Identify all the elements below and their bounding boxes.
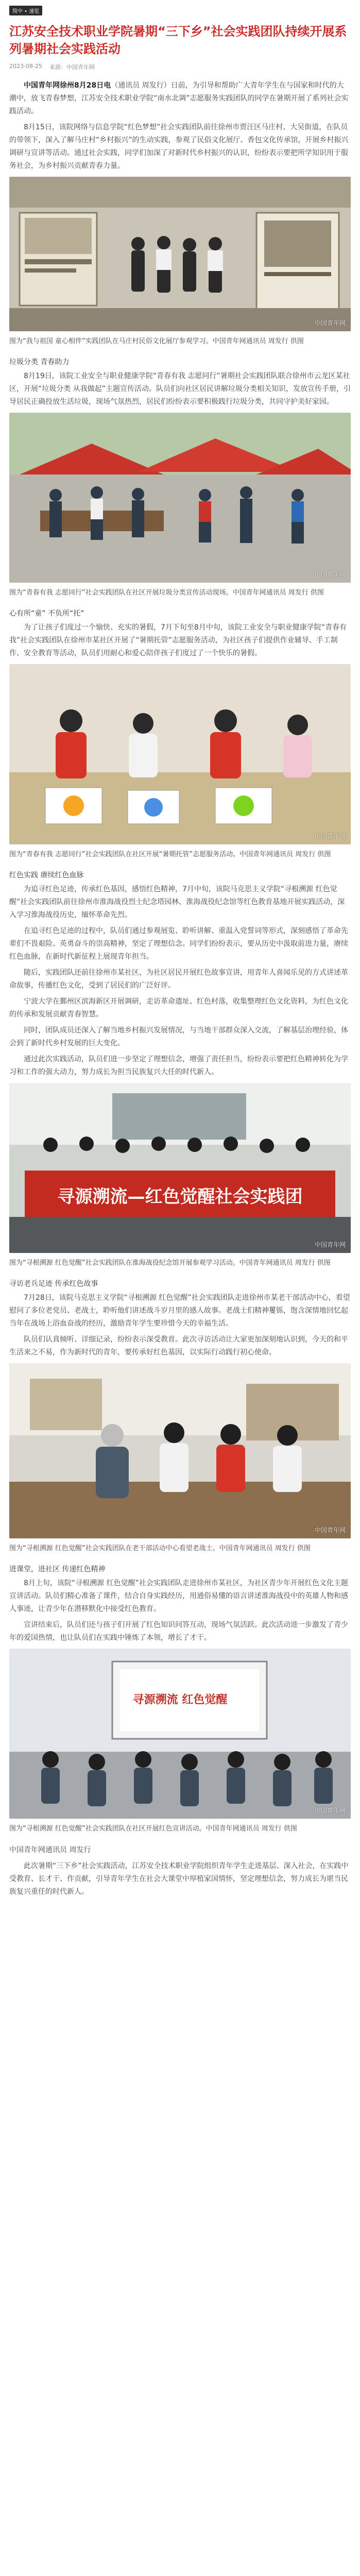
paragraph [9,79,351,118]
paragraph: 队员们认真倾听、详细记录，纷纷表示深受教育。此次寻访活动让大家更加深刻地认识到，今天的和平生活来之不易，作为新时代的青年，要传承好红色基因，以实际行动践行初心使命。 [9,1335,348,1357]
photo-group-banner [9,1083,351,1253]
section-heading: 寻访老兵足迹 传承红色故事 [9,1280,98,1288]
image-caption: 图为“青春有我 志愿同行”社会实践团队在社区开展“暑期托管”志愿服务活动。中国青年网通讯员 周发行 供图 [9,851,331,858]
image-watermark: 中国青年网 [314,833,346,840]
paragraph: 宣讲结束后，队员们还与孩子们开展了红色知识问答互动，现场气氛活跃。此次活动进一步激发了青少年的爱国热情，也让队员们在实践中锤炼了本领，增长了才干。 [9,1621,348,1642]
image-watermark: 中国青年网 [314,1241,346,1248]
photo-classroom-lecture [9,1649,351,1819]
paragraph: 宁波大学在鄞州区滨海新区开展调研，走访革命遗址、红色村落，收集整理红色文化资料，为红色文化的传承和发展贡献青春智慧。 [9,997,348,1019]
image-watermark: 中国青年网 [314,1527,346,1534]
photo-veteran-visit [9,1363,351,1538]
paragraph: 7月28日，该院马克思主义学院“寻根溯源 红色觉醒”社会实践团队走进徐州市某老干部活动中心，看望慰问了多位老党员、老战士，聆听他们讲述战斗岁月里的感人故事。老战士们精神矍铄，饱含深情地回忆起当年在战场上浴血奋战的经历，激励青年学生要珍惜今天的幸福生活。 [9,1294,350,1328]
image-caption: 图为“我与祖国 童心相伴”实践团队在马庄村民俗文化展厅参观学习。中国青年网通讯员 周发行 供图 [9,337,304,345]
section-heading: 进课堂，进社区 传递红色精神 [9,1565,106,1573]
photo-kids-crafting [9,664,351,844]
article-source: 来源：中国青年网 [49,64,95,71]
image-watermark: 中国青年网 [314,571,346,578]
photo-exhibition-hall [9,177,351,331]
paragraph: 为追寻红色足迹，传承红色基因，感悟红色精神，7月中旬，该院马克思主义学院“寻根溯源 红色觉醒”社会实践团队前往徐州市淮海战役烈士纪念塔园林、淮海战役纪念馆等红色教育基地开展实践活动，深入学习淮海战役历史，缅怀革命先烈。 [9,885,345,919]
image-caption: 图为“寻根溯源 红色觉醒”社会实践团队在淮海战役纪念馆开展参观学习活动。中国青年网通讯员 周发行 供图 [9,1259,331,1267]
paragraph: 中国青年网通讯员 周发行 [9,1846,91,1854]
booth-photo-svg [9,413,351,583]
image-caption: 图为“青春有我 志愿同行”社会实践团队在社区开展垃圾分类宣传活动现场。中国青年网通讯员 周发行 供图 [9,589,324,597]
article-date: 2023-08-25 [9,63,42,70]
group-photo-svg [9,1083,351,1253]
top-bar [9,0,351,21]
article-title: 江苏安全技术职业学院暑期“三下乡”社会实践团队持续开展系列暑期社会实践活动 [9,24,347,56]
image-watermark: 中国青年网 [314,319,346,327]
paragraph: 此次暑期“三下乡”社会实践活动，江苏安全技术职业学院组织青年学生走进基层、深入社会，在实践中受教育、长才干、作贡献，引导青年学生在社会大课堂中厚植家国情怀，坚定理想信念，努力成长为堪当民族复兴重任的时代新人。 [9,1862,349,1896]
image-caption: 图为“寻根溯源 红色觉醒”社会实践团队在老干部活动中心看望老战士。中国青年网通讯员 周发行 供图 [9,1545,311,1552]
section-heading: 心有所“童” 不负所“托” [9,609,84,618]
photo-outdoor-booth [9,413,351,583]
classroom-photo-svg [9,1649,351,1819]
image-caption: 图为“寻根溯源 红色觉醒”社会实践团队在社区开展红色宣讲活动。中国青年网通讯员 周发行 供图 [9,1825,297,1833]
paragraph: 8月19日，该院工业安全与职业健康学院“青春有我 志愿同行”暑期社会实践团队联合徐州市云龙区某社区，开展“垃圾分类 从我做起”主题宣传活动。队员们向社区居民讲解垃圾分类相关知识，发放宣传手册，引导居民正确投放生活垃圾，现场气氛热烈，居民们纷纷表示要积极践行垃圾分类，共同守护美好家园。 [9,372,351,406]
veteran-photo-svg [9,1363,351,1538]
screen-text: 寻源溯流 红色觉醒 [132,1693,228,1706]
crafting-photo-svg [9,664,351,844]
exhibition-photo-svg [9,177,351,331]
banner-text: 寻源溯流—红色觉醒社会实践团 [57,1187,303,1207]
paragraph: 在追寻红色足迹的过程中，队员们通过参观展览、聆听讲解、重温入党誓词等形式，深刻感悟了革命先辈们不畏艰险、英勇奋斗的崇高精神，坚定了理想信念。同学们纷纷表示，要从历史中汲取前进力量，赓续红色血脉，在新时代新征程上展现青年担当。 [9,927,348,961]
section-heading: 垃圾分类 青春助力 [9,358,70,366]
top-tag: 简中 • 速览 [9,6,42,15]
section-heading: 红色实践 赓续红色血脉 [9,871,84,879]
paragraph: 8月上旬，该院“寻根溯源 红色觉醒”社会实践团队走进徐州市某社区，为社区青少年开展红色文化主题宣讲活动。队员们精心准备了课件，结合自身实践经历，用通俗易懂的语言讲述淮海战役中的英雄人物和感人事迹，让青少年在潜移默化中接受红色教育。 [9,1579,348,1613]
lead-text: 中国青年网徐州8月28日电 [24,81,111,90]
paragraph: 为了让孩子们度过一个愉快、充实的暑假，7月下旬至8月中旬，该院工业安全与职业健康学院“青春有我”社会实践团队在徐州市某社区开展了“暑期托管”志愿服务活动，为社区孩子们提供作业辅导、手工制作、安全教育等活动，队员们用耐心和爱心陪伴孩子们度过了一个快乐的暑假。 [9,623,347,657]
paragraph: 同时，团队成员还深入了解当地乡村振兴发展情况，与当地干部群众深入交流，了解基层治理经验，体会到了新时代乡村发展的巨大变化。 [9,1026,348,1047]
article-meta [9,63,351,71]
image-watermark: 中国青年网 [314,1807,346,1814]
paragraph: 随后，实践团队还前往徐州市某社区，为社区居民开展红色故事宣讲，用青年人喜闻乐见的方式讲述革命故事，传播红色文化，受到了居民们的广泛好评。 [9,969,348,990]
paragraph: 8月15日，该院网络与信息学院“红色梦想”社会实践团队前往徐州市贾汪区马庄村、大吴街道，在队员的带领下，深入了解马庄村“乡村振兴”的生动实践，参观了民俗文化展厅、香包文化传承馆，开展乡村振兴调研与宣讲等活动。通过社会实践，同学们加深了对新时代乡村振兴的认识，纷纷表示要把所学知识用于服务社会，为乡村振兴贡献青春力量。 [9,123,349,170]
paragraph: 通过此次实践活动，队员们进一步坚定了理想信念，增强了责任担当，纷纷表示要把红色精神转化为学习和工作的强大动力，努力成长为担当民族复兴大任的时代新人。 [9,1055,348,1076]
paragraph-body: （通讯员 周发行）日前，为引导和帮助广大青年学生在与国家和时代的大潮中，放飞青春梦想，江苏安全技术职业学院“南水北调”志愿服务实践团队的同学在暑期开展了系列社会实践活动。 [9,81,349,115]
